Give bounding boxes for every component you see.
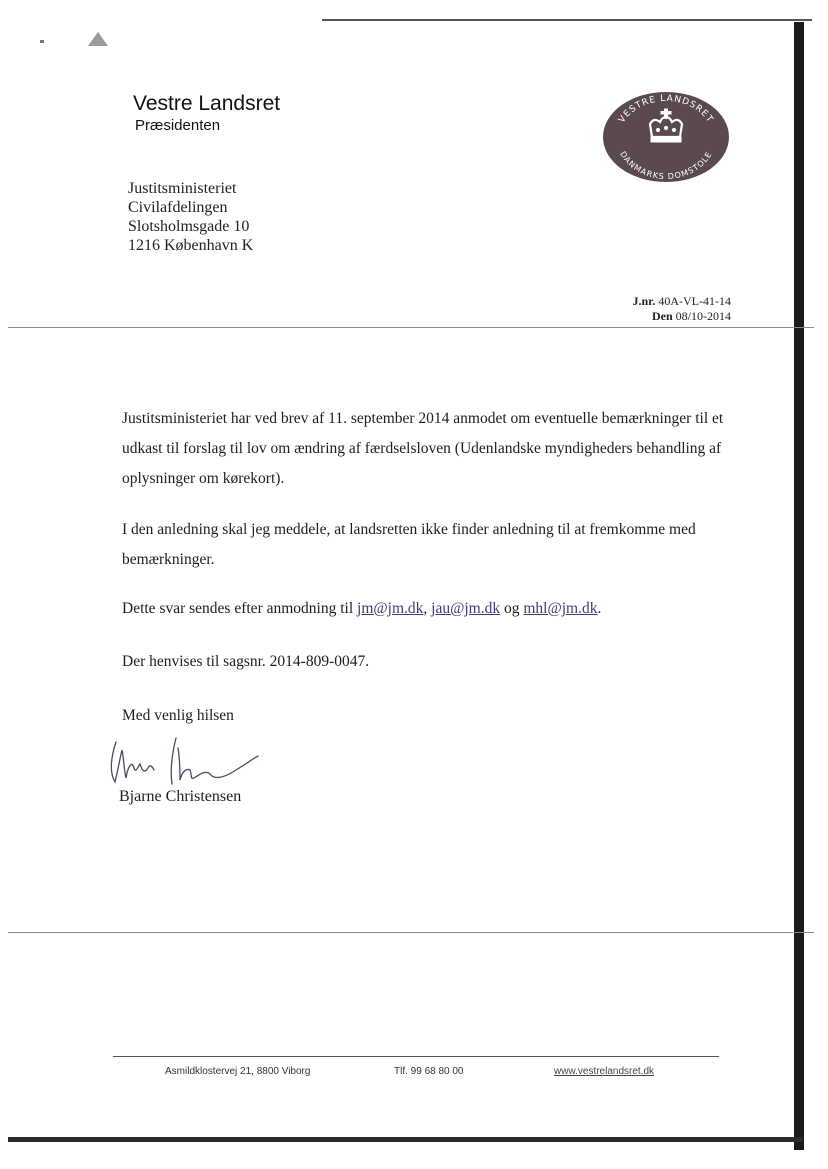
footer-phone: Tlf. 99 68 80 00 (394, 1066, 464, 1077)
journal-number: 40A-VL-41-14 (658, 294, 731, 308)
fold-line-top (8, 327, 814, 328)
date-label: Den (651, 309, 673, 323)
separator-comma: , (423, 600, 428, 617)
scan-artifact-dot (40, 40, 44, 43)
recipient-line: Slotsholmsgade 10 (128, 218, 250, 235)
scan-artifact-triangle (88, 32, 108, 46)
signer-name: Bjarne Christensen (119, 788, 242, 805)
recipient-line: Justitsministeriet (128, 180, 237, 197)
recipient-line: 1216 København K (128, 237, 254, 254)
paragraph-case-reference: Der henvises til sagsnr. 2014-809-0047. (122, 653, 370, 670)
recipients-suffix: . (597, 600, 602, 617)
separator-og: og (503, 600, 520, 617)
footer-address: Asmildklostervej 21, 8800 Viborg (165, 1066, 311, 1077)
footer-website-link[interactable]: www.vestrelandsret.dk (554, 1066, 655, 1077)
letter-date: 08/10-2014 (675, 309, 731, 323)
court-name: Vestre Landsret (133, 92, 281, 115)
recipients-prefix: Dette svar sendes efter anmodning til (122, 600, 354, 617)
court-seal-logo (602, 91, 730, 183)
paragraph-request: Justitsministeriet har ved brev af 11. september 2014 anmodet om eventuelle bemærkninger til et udkast til forslag til lov om ændring af færdselsloven (Udenlandske myndigheders behandling af oplysninger om kørekort). (122, 410, 724, 487)
paragraph-response: I den anledning skal jeg meddele, at landsretten ikke finder anledning til at fremkomme med bemærkninger. (122, 521, 696, 568)
recipient-address (128, 179, 253, 255)
email-link-mhl[interactable]: mhl@jm.dk (523, 600, 598, 617)
court-office: Præsidenten (135, 117, 221, 134)
journal-number-label: J.nr. (632, 294, 656, 308)
svg-text:VESTRE LANDSRET: VESTRE LANDSRET (617, 93, 715, 125)
fold-line-bottom (8, 932, 814, 933)
recipient-line: Civilafdelingen (128, 199, 228, 216)
email-link-jau[interactable]: jau@jm.dk (431, 600, 501, 617)
footer-divider (113, 1056, 719, 1057)
svg-text:DANMARKS DOMSTOLE: DANMARKS DOMSTOLE (618, 149, 714, 182)
reference-block (632, 294, 731, 324)
closing-greeting: Med venlig hilsen (122, 707, 234, 724)
bottom-edge-bar (8, 1137, 803, 1142)
handwritten-signature (106, 730, 266, 788)
paragraph-recipients (122, 597, 732, 621)
right-edge-bar (794, 22, 804, 1150)
email-link-jm[interactable]: jm@jm.dk (357, 600, 424, 617)
top-edge-line (322, 19, 812, 21)
